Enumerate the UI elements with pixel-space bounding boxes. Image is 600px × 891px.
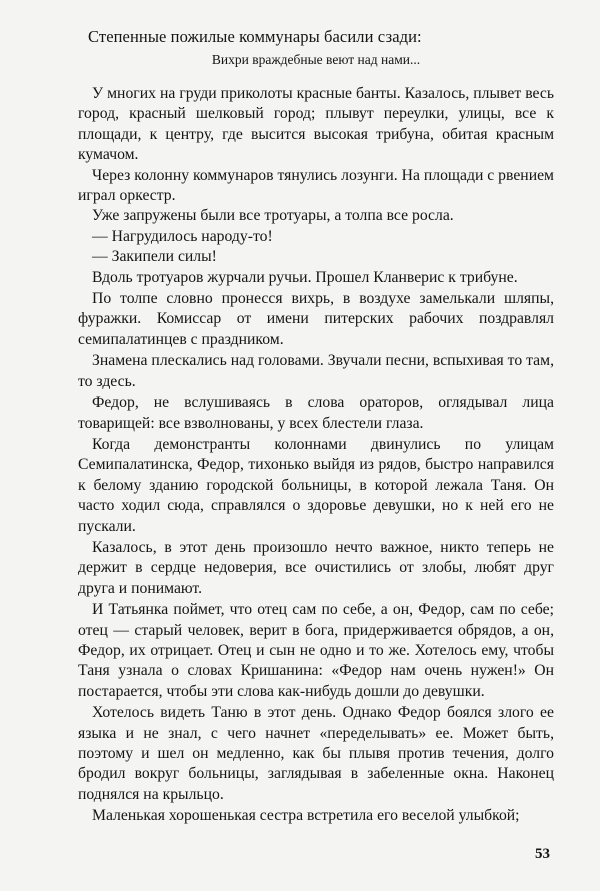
paragraph: Казалось, в этот день произошло нечто важное, никто теперь не держит в сердце недоверия, все очистились от злобы, любят друг друга и понимают. (78, 538, 554, 597)
paragraph: Вдоль тротуаров журчали ручьи. Прошел Кланверис к трибуне. (92, 268, 518, 286)
intro-line: Степенные пожилые коммунары басили сзади: (88, 27, 422, 46)
paragraph: И Татьянка поймет, что отец сам по себе, а он, Федор, сам по себе; отец — старый человек, верит в бога, придерживается обрядов, а он, Федор, их отрицает. Отец и сын не одно и то же. Хотелось ему, чтобы Таня узнала о словах Кришанина: «Федор нам очень нужен!» Он постарается, чтобы эти слова как-нибудь дошли до девушки. (78, 601, 554, 700)
paragraph: Маленькая хорошенькая сестра встретила его веселой улыбкой; (92, 807, 520, 825)
dialogue-line: — Нагрудилось народу-то! (92, 227, 273, 245)
paragraph: Федор, не вслушиваясь в слова ораторов, оглядывал лица товарищей: все взволнованы, у всех блестели глаза. (78, 394, 554, 432)
paragraph: Через колонну коммунаров тянулись лозунги. На площади с рвением играл оркестр. (78, 166, 554, 205)
body-text (78, 84, 554, 827)
song-quote: Вихри враждебные веют над нами... (211, 52, 421, 67)
paragraph: По толпе словно пронесся вихрь, в воздухе замелькали шляпы, фуражки. Комиссар от имени питерских рабочих поздравлял семипалатинцев с праздником. (78, 290, 554, 348)
paragraph: Уже запружены были все тротуары, а толпа все росла. (92, 207, 454, 225)
dialogue-line: — Закипели силы! (92, 248, 217, 266)
paragraph: У многих на груди приколоты красные банты. Казалось, плывет весь город, красный шелковый город; плывут переулки, улицы, все к площади, к центру, где высится высокая трибуна, обитая красным кумачом. (78, 85, 554, 164)
paragraph: Хотелось видеть Таню в этот день. Однако Федор боялся злого ее языка и не знал, с чего начнет «переделывать» ее. Может быть, поэтому и шел он медленно, как бы плывя против течения, долго бродил вокруг больницы, заглядывая в забеленные окна. Наконец поднялся на крыльцо. (78, 704, 554, 803)
paragraph: Знамена плескались над головами. Звучали песни, вспыхивая то там, то здесь. (78, 352, 554, 390)
paragraph: Когда демонстранты колоннами двинулись по улицам Семипалатинска, Федор, тихонько выйдя из рядов, быстро направился к белому зданию городской больницы, в которой лежала Таня. Он часто ходил сюда, справлялся о здоровье девушки, но к ней его не пускали. (78, 435, 554, 535)
page-number: 53 (535, 846, 550, 862)
